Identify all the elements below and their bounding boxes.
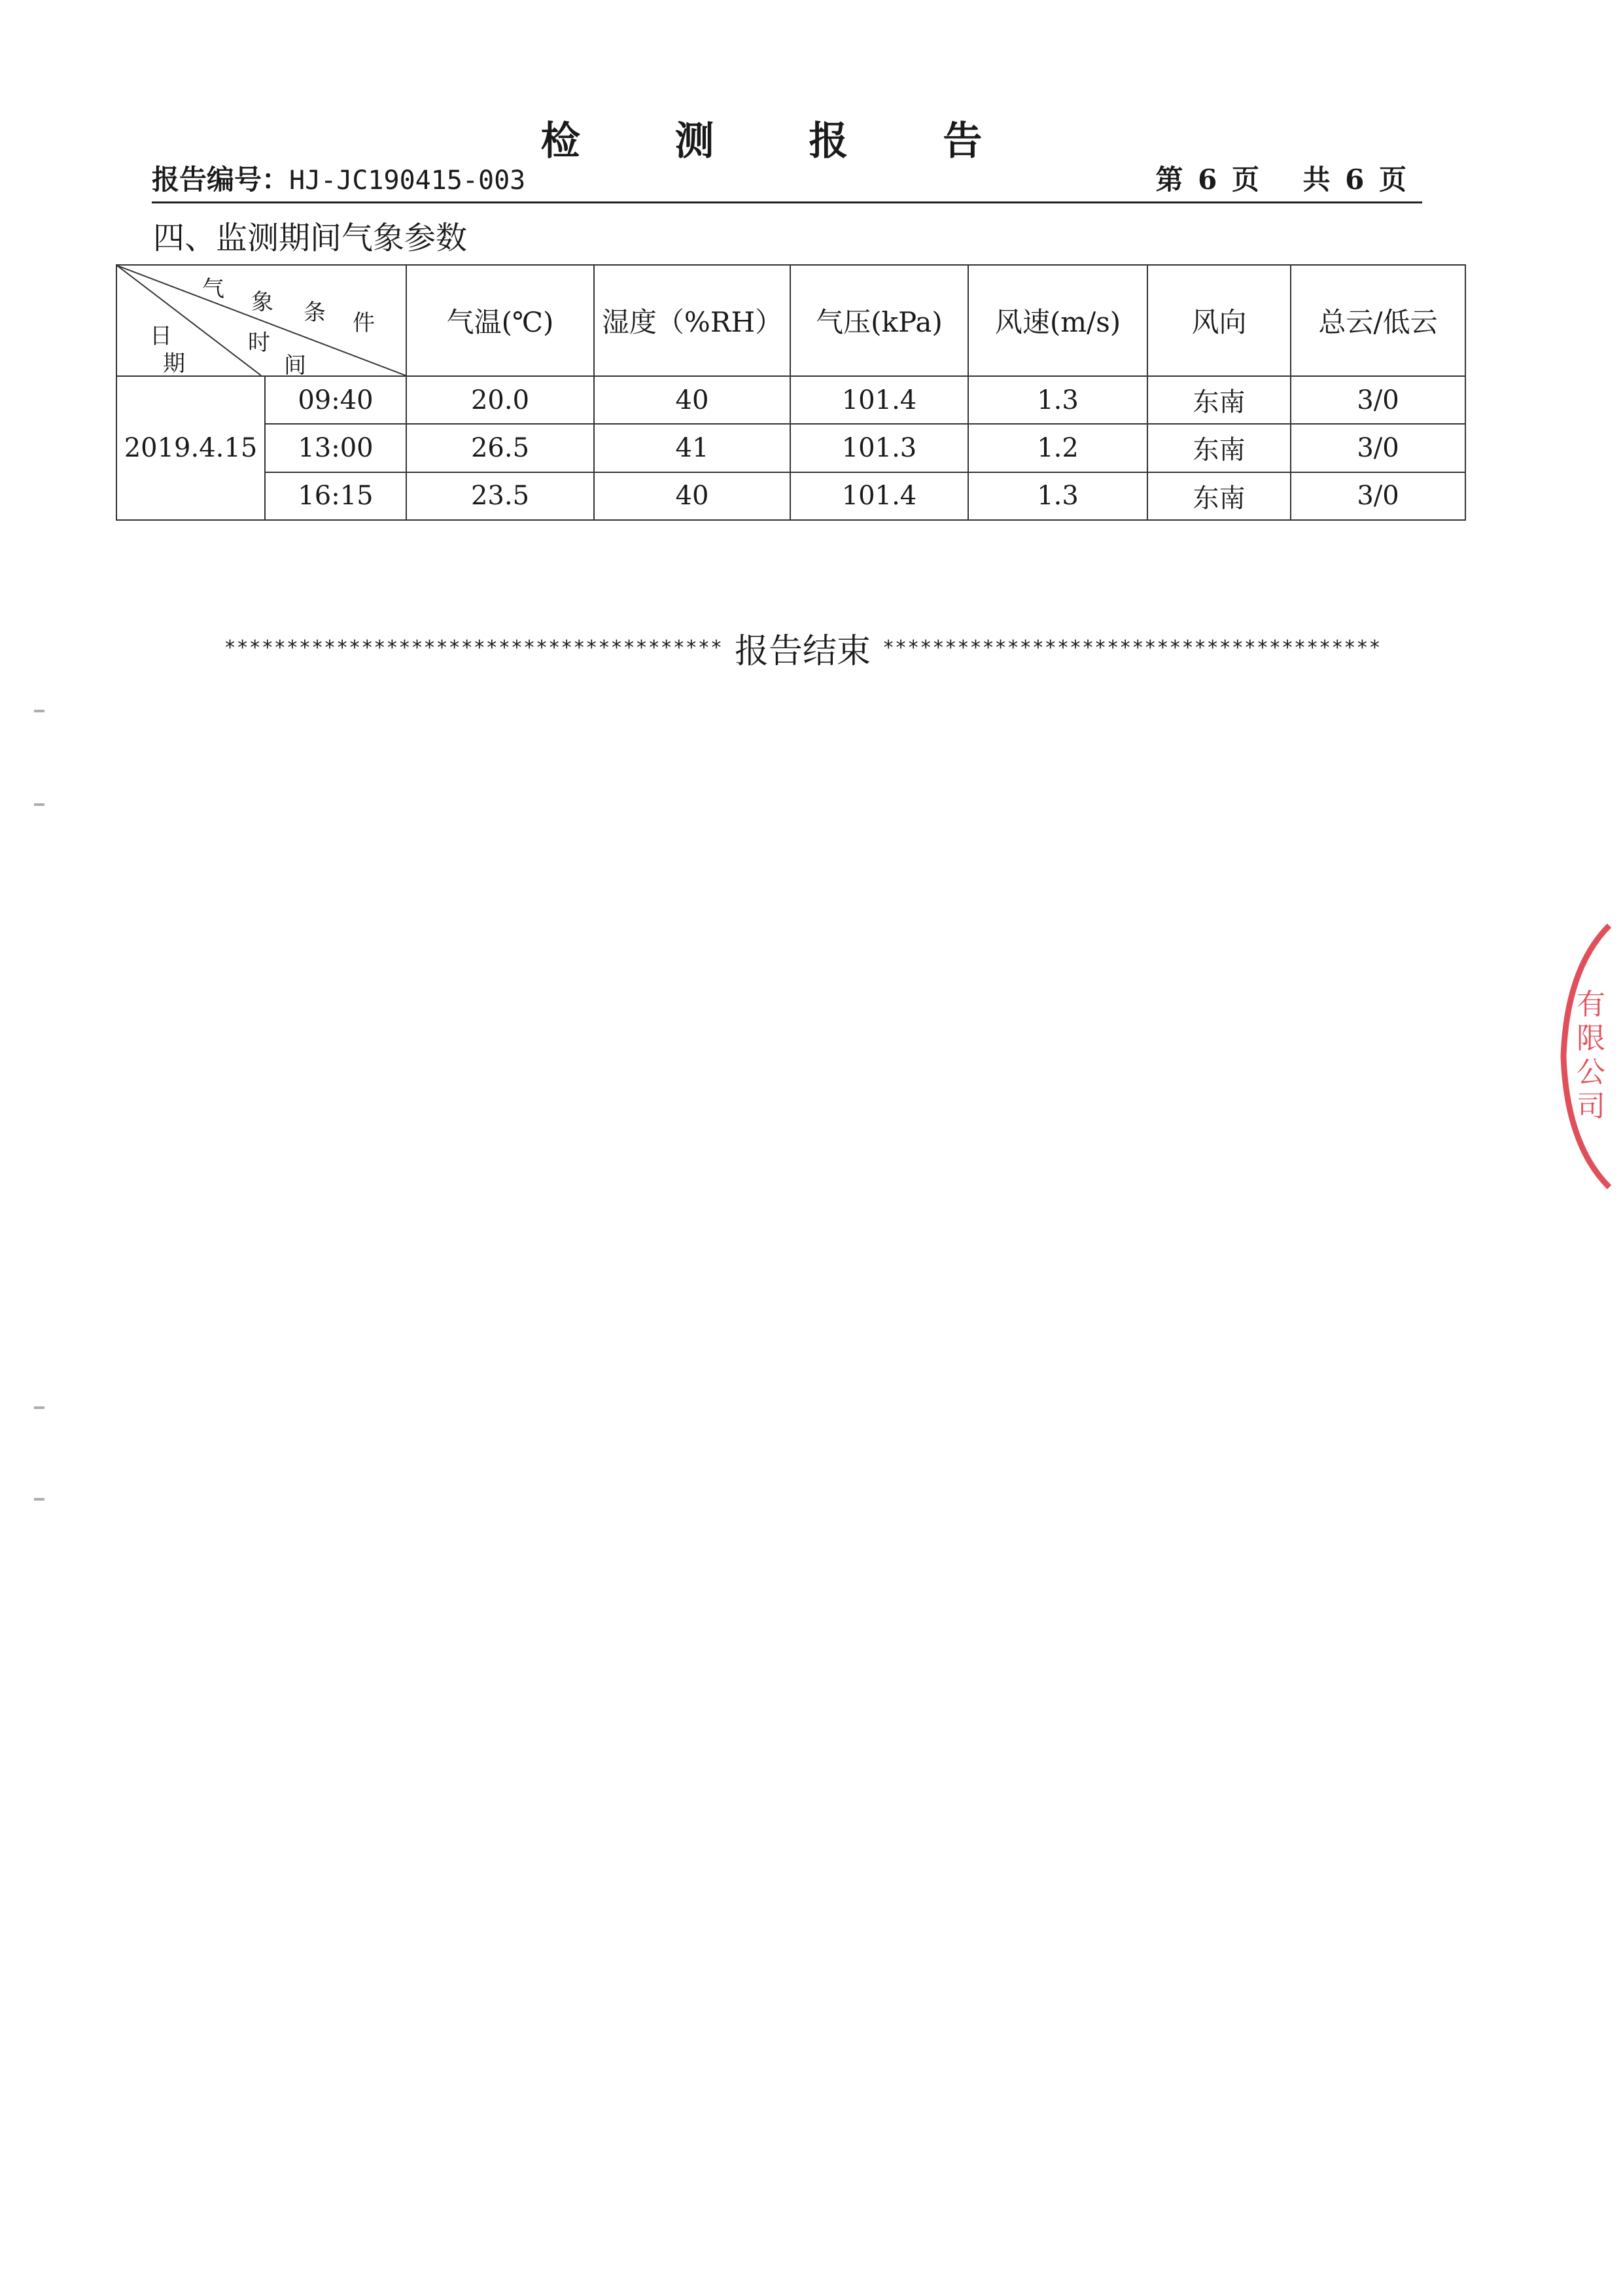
- seal-char: 公: [1577, 1056, 1605, 1089]
- humidity-cell: 40: [594, 472, 790, 520]
- header-condition-char: 条: [304, 300, 326, 326]
- temperature-cell: 23.5: [406, 472, 594, 520]
- seal-char: 限: [1577, 1022, 1605, 1055]
- report-end-line: [152, 628, 1454, 671]
- time-cell: 16:15: [265, 472, 406, 520]
- wind-speed-cell: 1.2: [968, 424, 1147, 472]
- report-number: [152, 158, 525, 198]
- page-unit: 页: [1231, 164, 1259, 196]
- total-unit: 页: [1378, 164, 1406, 196]
- section-title: 四、监测期间气象参数: [153, 220, 468, 256]
- weather-table: [116, 264, 1466, 521]
- scan-mark: [34, 1498, 44, 1501]
- header-condition-char: 件: [353, 310, 375, 336]
- cloud-cell: 3/0: [1291, 376, 1465, 424]
- pressure-cell: 101.4: [790, 472, 968, 520]
- time-cell: 09:40: [265, 376, 406, 424]
- col-header-temperature: 气温(℃): [406, 265, 594, 376]
- header-date-char: 日: [150, 323, 172, 349]
- report-number-value: HJ-JC190415-003: [289, 165, 526, 196]
- table-header-row: [116, 265, 1465, 376]
- col-header-cloud: 总云/低云: [1291, 265, 1465, 376]
- scan-mark: [34, 803, 44, 806]
- wind-speed-cell: 1.3: [968, 472, 1147, 520]
- pressure-cell: 101.4: [790, 376, 968, 424]
- header-condition-char: 气: [202, 276, 224, 302]
- page-prefix: 第: [1155, 164, 1183, 196]
- wind-direction-cell: 东南: [1147, 472, 1291, 520]
- scan-mark: [34, 710, 44, 712]
- seal-char: 有: [1577, 988, 1605, 1021]
- header-condition-char: 象: [251, 289, 273, 315]
- end-stars-left: ****************************************: [224, 636, 723, 659]
- table-row: [116, 424, 1465, 472]
- scan-mark: [34, 1406, 44, 1409]
- temperature-cell: 26.5: [406, 424, 594, 472]
- header-date-char: 期: [163, 351, 185, 376]
- table-row: [116, 472, 1465, 520]
- cloud-cell: 3/0: [1291, 472, 1465, 520]
- col-header-wind-direction: 风向: [1147, 265, 1291, 376]
- wind-speed-cell: 1.3: [968, 376, 1147, 424]
- page-total: 6: [1345, 164, 1365, 196]
- col-header-pressure: 气压(kPa): [790, 265, 968, 376]
- end-stars-right: ****************************************: [882, 636, 1382, 659]
- temperature-cell: 20.0: [406, 376, 594, 424]
- page-current: 6: [1198, 164, 1217, 196]
- humidity-cell: 40: [594, 376, 790, 424]
- table-row: [116, 376, 1465, 424]
- pressure-cell: 101.3: [790, 424, 968, 472]
- col-header-wind-speed: 风速(m/s): [968, 265, 1147, 376]
- seal-text: [1577, 988, 1605, 1123]
- diagonal-header-cell: [116, 265, 406, 376]
- humidity-cell: 41: [594, 424, 790, 472]
- seal-char: 司: [1577, 1090, 1605, 1123]
- cloud-cell: 3/0: [1291, 424, 1465, 472]
- col-header-humidity: 湿度（%RH）: [594, 265, 790, 376]
- report-title: 检 测 报 告: [540, 118, 1023, 164]
- report-number-label: 报告编号：: [152, 164, 290, 196]
- header-time-char: 时: [248, 330, 270, 356]
- total-prefix: 共: [1302, 164, 1331, 196]
- header-time-char: 间: [284, 353, 306, 376]
- report-header: [152, 161, 1422, 203]
- wind-direction-cell: 东南: [1147, 376, 1291, 424]
- wind-direction-cell: 东南: [1147, 424, 1291, 472]
- page-indicator: [1153, 158, 1409, 198]
- report-end-text: 报告结束: [734, 631, 871, 671]
- company-seal-stamp: [1557, 916, 1616, 1197]
- date-cell: 2019.4.15: [116, 376, 265, 520]
- time-cell: 13:00: [265, 424, 406, 472]
